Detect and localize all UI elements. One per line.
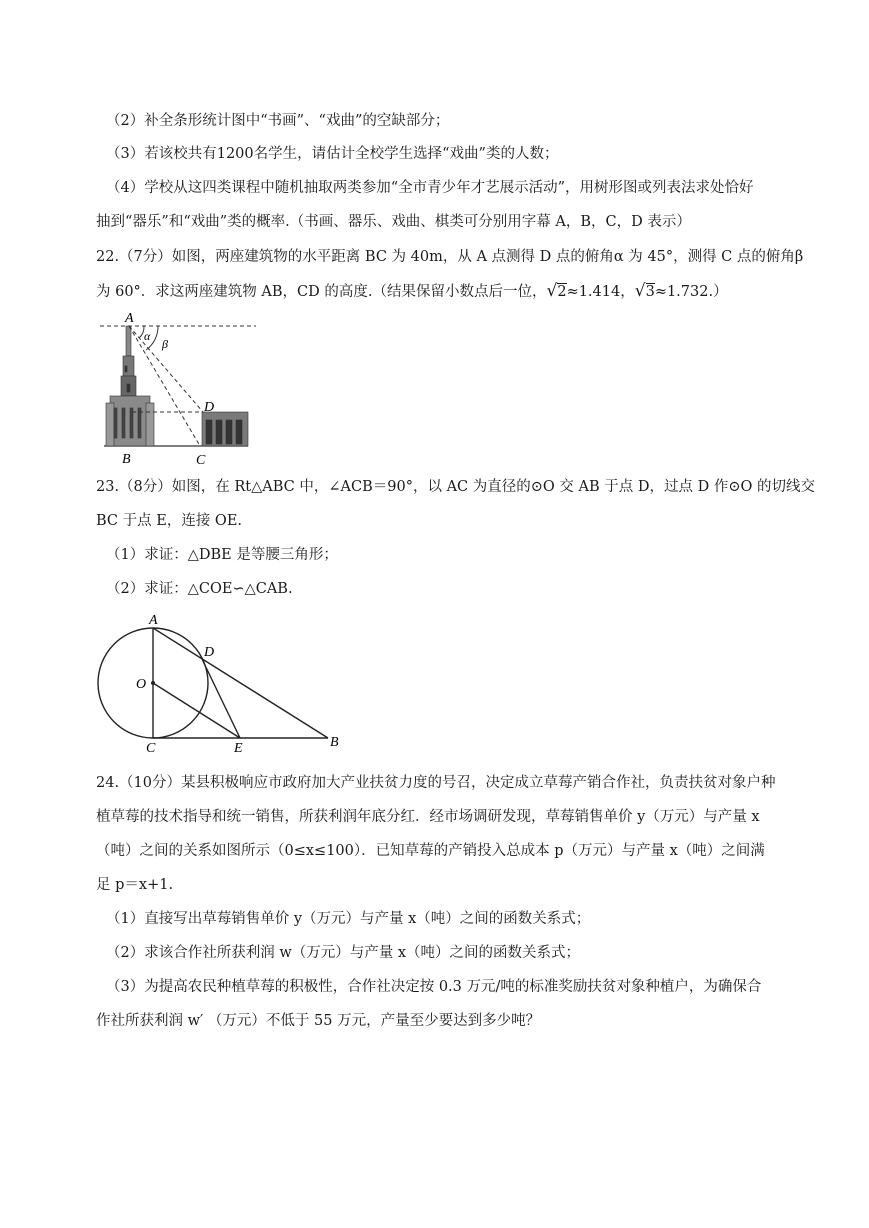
sqrt-sign: √ [634, 281, 646, 301]
q21-part4-line1: （4）学校从这四类课程中随机抽取两类参加“全市青少年才艺展示活动”，用树形图或列表法求处恰好 [106, 180, 754, 196]
q24-stem-line2: 植草莓的技术指导和统一销售，所获利润年底分红．经市场调研发现，草莓销售单价 y（万元）与产量 x [96, 809, 760, 825]
label-A: A [125, 311, 134, 326]
q21-part4-line2: 抽到“器乐”和“戏曲”类的概率.（书画、器乐、戏曲、棋类可分别用字幕 A，B，C，D 表示） [96, 214, 691, 230]
church-building-icon [202, 412, 248, 446]
q24-part3-line2: 作社所获利润 w′ （万元）不低于 55 万元，产量至少要达到多少吨？ [96, 1013, 541, 1029]
q22-approx2: ≈1.732.） [654, 284, 728, 300]
q23-stem-line1: 23.（8分）如图，在 Rt△ABC 中，∠ACB＝90°，以 AC 为直径的⊙O 交 AB 于点 D，过点 D 作⊙O 的切线交 [96, 479, 815, 495]
q23-stem-line2: BC 于点 E，连接 OE. [96, 513, 243, 529]
label-D: D [204, 645, 215, 660]
q24-part3-line1: （3）为提高农民种植草莓的积极性，合作社决定按 0.3 万元/吨的标准奖励扶贫对象种植户，为确保合 [106, 979, 762, 995]
label-D: D [204, 400, 215, 415]
q21-part2: （2）补全条形统计图中“书画”、“戏曲”的空缺部分； [106, 113, 450, 129]
label-beta: β [162, 337, 168, 351]
sqrt2-radicand: 2 [557, 284, 567, 300]
q22-stem-line2 [96, 281, 728, 302]
q24-part1: （1）直接写出草莓销售单价 y（万元）与产量 x（吨）之间的函数关系式； [106, 911, 591, 927]
sqrt-sign: √ [546, 281, 558, 301]
sqrt3-radicand: 3 [645, 284, 655, 300]
label-C: C [196, 453, 206, 468]
tower-building-icon [106, 326, 154, 446]
q24-stem-line4: 足 p＝x+1. [96, 877, 174, 893]
q23-figure [94, 610, 354, 752]
q24-stem-line1: 24.（10分）某县积极响应市政府加大产业扶贫力度的号召，决定成立草莓产销合作社，负责扶贫对象户种 [96, 775, 776, 791]
q22-approx1: ≈1.414， [566, 284, 635, 300]
q23-part1: （1）求证：△DBE 是等腰三角形； [106, 547, 338, 563]
label-E: E [234, 741, 243, 752]
label-O: O [136, 677, 147, 692]
label-B: B [122, 452, 131, 467]
q24-stem-line3: （吨）之间的关系如图所示（0≤x≤100）．已知草莓的产销投入总成本 p（万元）与产量 x（吨）之间满 [96, 843, 765, 859]
q22-stem-line1: 22.（7分）如图，两座建筑物的水平距离 BC 为 40m，从 A 点测得 D 点的俯角α 为 45°，测得 C 点的俯角β [96, 249, 804, 265]
label-B: B [330, 735, 339, 750]
q23-part2: （2）求证：△COE∽△CAB. [106, 581, 293, 597]
label-alpha: α [144, 329, 151, 343]
q21-part3: （3）若该校共有1200名学生，请估计全校学生选择“戏曲”类的人数； [106, 146, 559, 162]
label-A: A [149, 613, 158, 628]
q22-stem-line2-text: 为 60°．求这两座建筑物 AB，CD 的高度.（结果保留小数点后一位， [96, 284, 547, 300]
label-C: C [146, 741, 156, 752]
q24-part2: （2）求该合作社所获利润 w（万元）与产量 x（吨）之间的函数关系式； [106, 945, 581, 961]
q22-figure [96, 308, 266, 468]
